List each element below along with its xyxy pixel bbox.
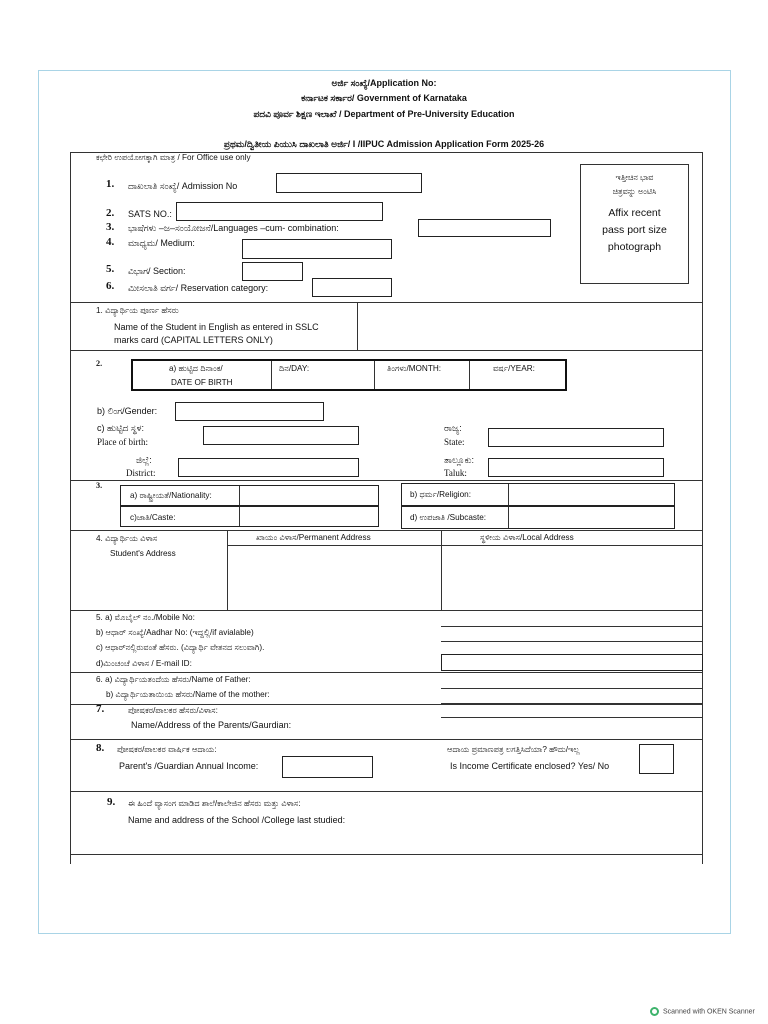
scanner-watermark — [650, 1007, 755, 1016]
annual-income-label: Parent's /Guardian Annual Income: — [119, 761, 259, 771]
student-name-line-2: marks card (CAPITAL LETTERS ONLY) — [114, 335, 273, 345]
place-of-birth-input[interactable] — [203, 426, 359, 445]
table-bottom-border — [70, 854, 702, 855]
state-kn: ರಾಜ್ಯ: — [444, 423, 462, 433]
email-input[interactable] — [441, 654, 703, 671]
field-line — [441, 717, 702, 718]
place-of-birth-kn: c) ಹುಟ್ಟಿದ ಸ್ಥಳ: — [97, 423, 145, 433]
nationality-label: a) ರಾಷ್ಟ್ರೀಯತೆ/Nationality: — [130, 491, 212, 500]
religion-label: b) ಧರ್ಮ/Religion: — [410, 490, 472, 499]
section-divider — [70, 672, 702, 673]
languages-input[interactable] — [418, 219, 551, 237]
field-line — [441, 688, 702, 689]
photo-box[interactable] — [580, 164, 689, 284]
income-cert-label: Is Income Certificate enclosed? Yes/ No — [450, 761, 610, 771]
photo-kannada-line-1: ಇತ್ತೀಚಿನ ಭಾವ — [615, 173, 654, 182]
father-name-label: 6. a) ವಿದ್ಯಾರ್ಥಿಯತಂದೆಯ ಹೆಸರು/Name of Father: — [96, 675, 251, 684]
section-divider — [70, 610, 702, 611]
caste-label: c)ಜಾತಿ/Caste: — [130, 513, 176, 522]
caste-row — [120, 506, 379, 527]
student-address-label: Student's Address — [110, 549, 176, 558]
item-number: 1. — [106, 178, 115, 190]
place-of-birth-label: Place of birth: — [97, 437, 148, 447]
permanent-address-header: ಖಾಯಂ ವಿಳಾಸ/Permanent Address — [256, 533, 371, 542]
scanner-logo-icon — [650, 1007, 659, 1016]
email-label: d)ಮಿಂಚಂಚೆ ವಿಳಾಸ / E-mail ID: — [96, 659, 192, 668]
item-number: 2. — [106, 207, 115, 219]
photo-kannada-line-2: ಚಿತ್ರವನ್ನು ಅಂಟಿಸಿ — [612, 187, 657, 196]
section-divider — [70, 791, 702, 792]
section-divider — [70, 302, 702, 303]
subcaste-label: d) ಉಪಜಾತಿ /Subcaste: — [410, 513, 487, 522]
last-school-label: Name and address of the School /College last studied: — [128, 815, 346, 825]
date-of-birth-table — [131, 359, 567, 391]
office-use-label: ಕಛೇರಿ ಉಪಯೋಗಕ್ಕಾಗಿ ಮಾತ್ರ / For Office use only — [96, 153, 251, 162]
section-divider — [70, 530, 702, 531]
annual-income-input[interactable] — [282, 756, 373, 778]
department-title: ಪದವಿ ಪೂರ್ವ ಶಿಕ್ಷಣ ಇಲಾಖೆ / Department of Pre-University Education — [253, 109, 515, 119]
nationality-row — [120, 485, 379, 506]
annual-income-kn: ಪೋಷಕರ/ಪಾಲಕರ ವಾರ್ಷಿಕ ಆದಾಯ: — [117, 745, 217, 754]
section-divider — [70, 739, 702, 740]
dob-kn: a) ಹುಟ್ಟಿದ ದಿನಾಂಕ/ — [169, 364, 223, 373]
student-address-kn: 4. ವಿದ್ಯಾರ್ಥಿಯ ವಿಳಾಸ — [96, 534, 158, 543]
month-field[interactable]: ತಿಂಗಳು/MONTH: — [387, 364, 442, 373]
local-address-header: ಸ್ಥಳೀಯ ವಿಳಾಸ/Local Address — [480, 533, 574, 542]
mother-name-label: b) ವಿದ್ಯಾರ್ಥಿಯತಾಯಿಯ ಹೆಸರು/Name of the mother: — [106, 690, 270, 699]
district-input[interactable] — [178, 458, 359, 477]
gender-input[interactable] — [175, 402, 324, 421]
item-number: 6. — [106, 280, 115, 292]
form-title: ಪ್ರಥಮ/ದ್ವಿತೀಯ ಪಿಯುಸಿ ದಾಖಲಾತಿ ಅರ್ಜಿ/ I /IIPUC Admission Application Form 2025-26 — [223, 139, 545, 149]
religion-row — [401, 483, 675, 506]
aadhar-name-label: c) ಆಧಾರ್‌ನಲ್ಲಿರುವಂತೆ ಹೆಸರು. (ವಿದ್ಯಾರ್ಥಿ ವೇತನದ ಸಲುವಾಗಿ). — [96, 643, 265, 652]
state-input[interactable] — [488, 428, 664, 447]
last-school-kn: ಈ ಹಿಂದೆ ವ್ಯಾಸಂಗ ಮಾಡಿದ ಶಾಲೆ/ಕಾಲೇಜಿನ ಹೆಸರು ಮತ್ತು ವಿಳಾಸ: — [128, 799, 301, 808]
field-line — [441, 641, 702, 642]
table-left-border — [70, 152, 71, 864]
dob-divider — [469, 361, 470, 389]
dob-label: DATE OF BIRTH — [171, 378, 233, 387]
photo-line-1: Affix recent — [608, 207, 661, 219]
languages-label: ಭಾಷೆಗಳು –ಜ–ಸಂಯೋಜನೆ/Languages –cum- combination: — [128, 223, 339, 233]
state-label: State: — [444, 437, 465, 447]
field-divider — [508, 507, 509, 528]
medium-label: ಮಾಧ್ಯಮ/ Medium: — [128, 238, 195, 248]
year-field[interactable]: ವರ್ಷ/YEAR: — [493, 364, 535, 373]
sats-no-input[interactable] — [176, 202, 383, 221]
reservation-category-label: ಮೀಸಲಾತಿ ವರ್ಗ/ Reservation category: — [128, 283, 269, 293]
section-divider — [70, 350, 702, 351]
reservation-category-input[interactable] — [312, 278, 392, 297]
guardian-kn: ಪೋಷಕರ/ಪಾಲಕರ ಹೆಸರು/ವಿಳಾಸ: — [128, 706, 218, 715]
section-divider — [70, 704, 702, 705]
gender-label: b) ಲಿಂಗ/Gender: — [97, 406, 158, 416]
income-cert-kn: ಆದಾಯ ಪ್ರಮಾಣಪತ್ರ ಲಗತ್ತಿಸಿದೆಯಾ? ಹೌದು/ಇಲ್ಲ — [447, 745, 580, 754]
taluk-label: Taluk: — [444, 468, 467, 478]
name-field-divider — [357, 302, 358, 350]
item-number: 4. — [106, 236, 115, 248]
section-8-number: 8. — [96, 742, 105, 754]
district-label: District: — [126, 468, 156, 478]
section-divider — [70, 480, 702, 481]
scanner-text: Scanned with OKEN Scanner — [663, 1008, 755, 1016]
government-title: ಕರ್ನಾಟಕ ಸರ್ಕಾರ/ Government of Karnataka — [301, 93, 467, 103]
dob-divider — [271, 361, 272, 389]
student-name-line-1: Name of the Student in English as entered in SSLC — [114, 322, 319, 332]
admission-no-input[interactable] — [276, 173, 422, 193]
field-divider — [239, 486, 240, 505]
student-name-kn: 1. ವಿದ್ಯಾರ್ಥಿಯ ಪೂರ್ಣ ಹೆಸರು — [96, 306, 179, 315]
photo-line-3: photograph — [607, 241, 662, 253]
application-no-label: ಅರ್ಜಿ ಸಂಖ್ಯೆ/Application No: — [331, 78, 437, 88]
mobile-label: 5. a) ಮೊಬೈಲ್ ನಂ./Mobile No: — [96, 613, 195, 622]
section-9-number: 9. — [107, 796, 116, 808]
aadhar-label: b) ಆಧಾರ್ ಸಂಖ್ಯೆ/Aadhar No: (ಇದ್ದಲ್ಲಿ/if avialable) — [96, 628, 254, 637]
field-line — [441, 626, 702, 627]
section-3-number: 3. — [96, 481, 103, 490]
taluk-kn: ತಾಲ್ಲೂಕು: — [444, 455, 475, 465]
medium-input[interactable] — [242, 239, 392, 259]
section-7-number: 7. — [96, 703, 105, 715]
sats-no-label: SATS NO.: — [128, 209, 172, 219]
subcaste-row — [401, 506, 675, 529]
taluk-input[interactable] — [488, 458, 664, 477]
section-input[interactable] — [242, 262, 303, 281]
field-divider — [239, 507, 240, 526]
district-kn: ಜಿಲ್ಲೆ: — [136, 455, 152, 465]
dob-divider — [374, 361, 375, 389]
income-cert-checkbox[interactable] — [639, 744, 674, 774]
permanent-address-input[interactable] — [228, 546, 440, 609]
photo-line-2: pass port size — [602, 224, 667, 236]
last-school-input[interactable] — [72, 830, 700, 852]
section-2-number: 2. — [96, 359, 103, 368]
item-number: 5. — [106, 263, 115, 275]
mobile-input[interactable] — [442, 612, 701, 625]
local-address-input[interactable] — [442, 546, 701, 609]
field-divider — [508, 484, 509, 505]
table-right-border — [702, 152, 703, 864]
guardian-label: Name/Address of the Parents/Gaurdian: — [131, 720, 292, 730]
day-field[interactable]: ದಿನ/DAY: — [279, 364, 310, 373]
section-label: ವಿಭಾಗ/ Section: — [128, 266, 186, 276]
item-number: 3. — [106, 221, 115, 233]
admission-no-label: ದಾಖಲಾತಿ ಸಂಖ್ಯೆ/ Admission No — [128, 181, 238, 191]
